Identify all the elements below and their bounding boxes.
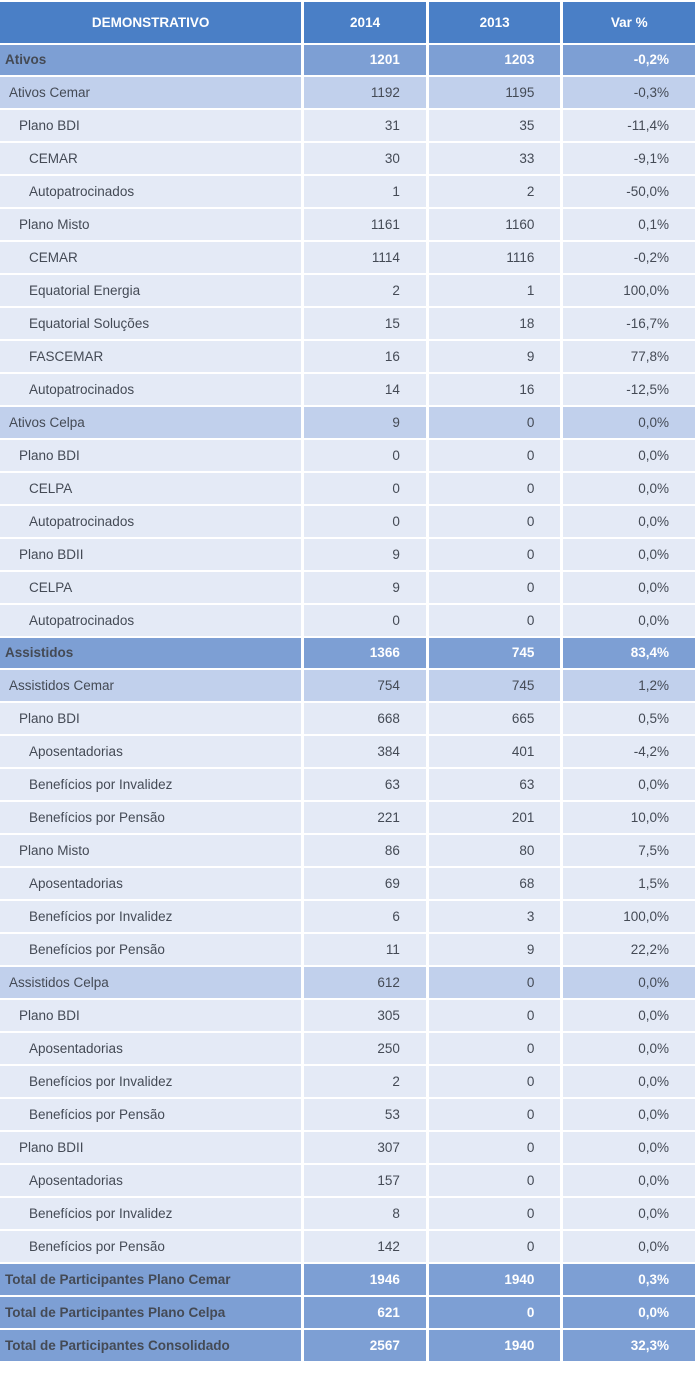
value-2014: 612 <box>304 967 426 998</box>
value-2014: 621 <box>304 1297 426 1328</box>
value-var: 0,0% <box>563 407 695 438</box>
value-var: 1,5% <box>563 868 695 899</box>
row-label: Assistidos Cemar <box>0 670 301 701</box>
value-2013: 68 <box>429 868 561 899</box>
value-2014: 1201 <box>304 45 426 75</box>
value-2013: 3 <box>429 901 561 932</box>
value-var: 0,0% <box>563 440 695 471</box>
table-row <box>0 1099 695 1130</box>
value-2014: 305 <box>304 1000 426 1031</box>
value-2013: 1940 <box>429 1330 561 1361</box>
value-var: -12,5% <box>563 374 695 405</box>
value-2014: 11 <box>304 934 426 965</box>
row-label: Autopatrocinados <box>0 506 301 537</box>
value-2013: 1 <box>429 275 561 306</box>
value-2013: 35 <box>429 110 561 141</box>
header-2013: 2013 <box>429 2 561 43</box>
value-2014: 307 <box>304 1132 426 1163</box>
value-var: 0,0% <box>563 1099 695 1130</box>
value-2014: 53 <box>304 1099 426 1130</box>
value-var: 1,2% <box>563 670 695 701</box>
value-var: 0,0% <box>563 1165 695 1196</box>
row-label: Aposentadorias <box>0 1033 301 1064</box>
value-2014: 1114 <box>304 242 426 273</box>
value-var: -50,0% <box>563 176 695 207</box>
row-label: Total de Participantes Plano Cemar <box>0 1264 301 1295</box>
table-row <box>0 440 695 471</box>
value-var: 100,0% <box>563 901 695 932</box>
table-row <box>0 572 695 603</box>
value-2014: 15 <box>304 308 426 339</box>
table-row <box>0 769 695 800</box>
table-row <box>0 835 695 866</box>
value-var: 0,0% <box>563 605 695 636</box>
value-var: 83,4% <box>563 638 695 668</box>
value-var: -0,3% <box>563 77 695 108</box>
row-label: Assistidos <box>0 638 301 668</box>
value-2013: 1160 <box>429 209 561 240</box>
value-2014: 30 <box>304 143 426 174</box>
row-label: Assistidos Celpa <box>0 967 301 998</box>
row-label: Benefícios por Invalidez <box>0 1066 301 1097</box>
table-row <box>0 374 695 405</box>
table-row <box>0 1264 695 1295</box>
value-var: 0,5% <box>563 703 695 734</box>
value-2013: 0 <box>429 1198 561 1229</box>
row-label: Plano Misto <box>0 835 301 866</box>
row-label: Aposentadorias <box>0 1165 301 1196</box>
value-2014: 157 <box>304 1165 426 1196</box>
value-2014: 16 <box>304 341 426 372</box>
value-var: -0,2% <box>563 242 695 273</box>
table-row <box>0 670 695 701</box>
value-2013: 9 <box>429 341 561 372</box>
value-var: 0,0% <box>563 1066 695 1097</box>
value-var: 0,0% <box>563 539 695 570</box>
value-2013: 201 <box>429 802 561 833</box>
value-var: 32,3% <box>563 1330 695 1361</box>
value-2013: 63 <box>429 769 561 800</box>
row-label: Total de Participantes Consolidado <box>0 1330 301 1361</box>
value-2013: 0 <box>429 1066 561 1097</box>
value-2014: 86 <box>304 835 426 866</box>
value-2013: 0 <box>429 440 561 471</box>
row-label: CELPA <box>0 572 301 603</box>
value-2014: 2 <box>304 275 426 306</box>
row-label: Benefícios por Pensão <box>0 1231 301 1262</box>
table-row <box>0 1231 695 1262</box>
value-2014: 142 <box>304 1231 426 1262</box>
value-2014: 69 <box>304 868 426 899</box>
value-var: 100,0% <box>563 275 695 306</box>
value-2014: 1 <box>304 176 426 207</box>
table-row <box>0 1066 695 1097</box>
row-label: Aposentadorias <box>0 868 301 899</box>
table-row <box>0 242 695 273</box>
table-row <box>0 77 695 108</box>
value-2014: 384 <box>304 736 426 767</box>
table-row <box>0 275 695 306</box>
table-row <box>0 539 695 570</box>
row-label: Plano BDII <box>0 1132 301 1163</box>
row-label: Benefícios por Invalidez <box>0 1198 301 1229</box>
row-label: Benefícios por Pensão <box>0 934 301 965</box>
table-row <box>0 1000 695 1031</box>
value-var: 0,0% <box>563 1198 695 1229</box>
value-2013: 0 <box>429 1000 561 1031</box>
value-2013: 0 <box>429 1297 561 1328</box>
value-var: -9,1% <box>563 143 695 174</box>
value-2014: 6 <box>304 901 426 932</box>
value-2014: 63 <box>304 769 426 800</box>
table-row <box>0 901 695 932</box>
row-label: Aposentadorias <box>0 736 301 767</box>
value-var: 0,0% <box>563 473 695 504</box>
row-label: Ativos <box>0 45 301 75</box>
table-row <box>0 1198 695 1229</box>
value-2014: 8 <box>304 1198 426 1229</box>
table-row <box>0 1033 695 1064</box>
value-2014: 668 <box>304 703 426 734</box>
value-2013: 0 <box>429 473 561 504</box>
table-row <box>0 1165 695 1196</box>
value-var: 0,3% <box>563 1264 695 1295</box>
table-row <box>0 407 695 438</box>
row-label: Benefícios por Invalidez <box>0 901 301 932</box>
table-row <box>0 1330 695 1361</box>
table-row <box>0 473 695 504</box>
value-2013: 1195 <box>429 77 561 108</box>
table-row <box>0 868 695 899</box>
value-var: 7,5% <box>563 835 695 866</box>
table-row <box>0 802 695 833</box>
row-label: Autopatrocinados <box>0 374 301 405</box>
table-row <box>0 1132 695 1163</box>
table-row <box>0 45 695 75</box>
value-2013: 0 <box>429 506 561 537</box>
value-var: -11,4% <box>563 110 695 141</box>
value-2014: 221 <box>304 802 426 833</box>
value-var: 0,0% <box>563 967 695 998</box>
row-label: Benefícios por Pensão <box>0 802 301 833</box>
value-2014: 0 <box>304 605 426 636</box>
value-var: -4,2% <box>563 736 695 767</box>
value-2013: 80 <box>429 835 561 866</box>
value-var: 0,0% <box>563 769 695 800</box>
value-2013: 0 <box>429 1033 561 1064</box>
value-2013: 18 <box>429 308 561 339</box>
table-row <box>0 967 695 998</box>
value-2013: 0 <box>429 605 561 636</box>
value-2013: 0 <box>429 539 561 570</box>
value-2013: 0 <box>429 1099 561 1130</box>
value-var: 0,0% <box>563 1132 695 1163</box>
row-label: Benefícios por Invalidez <box>0 769 301 800</box>
value-var: 0,0% <box>563 1297 695 1328</box>
value-var: 22,2% <box>563 934 695 965</box>
value-2014: 14 <box>304 374 426 405</box>
table-body <box>0 45 695 1361</box>
row-label: Plano BDI <box>0 110 301 141</box>
table-row <box>0 934 695 965</box>
value-var: 0,0% <box>563 1033 695 1064</box>
value-2013: 16 <box>429 374 561 405</box>
row-label: Total de Participantes Plano Celpa <box>0 1297 301 1328</box>
row-label: Autopatrocinados <box>0 605 301 636</box>
value-2013: 9 <box>429 934 561 965</box>
row-label: Ativos Celpa <box>0 407 301 438</box>
value-var: 10,0% <box>563 802 695 833</box>
table-row <box>0 110 695 141</box>
row-label: Plano BDI <box>0 440 301 471</box>
row-label: CEMAR <box>0 143 301 174</box>
table-row <box>0 143 695 174</box>
value-var: 0,1% <box>563 209 695 240</box>
value-2014: 9 <box>304 572 426 603</box>
value-2014: 0 <box>304 506 426 537</box>
value-2013: 2 <box>429 176 561 207</box>
value-2013: 0 <box>429 1165 561 1196</box>
value-var: -16,7% <box>563 308 695 339</box>
row-label: Ativos Cemar <box>0 77 301 108</box>
table-row <box>0 736 695 767</box>
value-2014: 754 <box>304 670 426 701</box>
value-2013: 745 <box>429 670 561 701</box>
value-var: 0,0% <box>563 572 695 603</box>
header-var: Var % <box>563 2 695 43</box>
value-2013: 0 <box>429 1132 561 1163</box>
value-var: -0,2% <box>563 45 695 75</box>
value-2014: 0 <box>304 473 426 504</box>
value-2014: 0 <box>304 440 426 471</box>
value-2014: 1161 <box>304 209 426 240</box>
value-2014: 2567 <box>304 1330 426 1361</box>
value-var: 0,0% <box>563 1000 695 1031</box>
value-2014: 9 <box>304 407 426 438</box>
header-demonstrativo: DEMONSTRATIVO <box>0 2 301 43</box>
value-2013: 0 <box>429 407 561 438</box>
value-2014: 250 <box>304 1033 426 1064</box>
value-2013: 665 <box>429 703 561 734</box>
value-2013: 0 <box>429 572 561 603</box>
table-row <box>0 209 695 240</box>
row-label: CELPA <box>0 473 301 504</box>
value-2014: 2 <box>304 1066 426 1097</box>
table-row <box>0 176 695 207</box>
row-label: Plano BDI <box>0 703 301 734</box>
value-var: 0,0% <box>563 506 695 537</box>
row-label: Equatorial Soluções <box>0 308 301 339</box>
row-label: Equatorial Energia <box>0 275 301 306</box>
value-2013: 1940 <box>429 1264 561 1295</box>
value-2013: 33 <box>429 143 561 174</box>
row-label: Plano Misto <box>0 209 301 240</box>
table-header-row <box>0 2 695 43</box>
value-2013: 0 <box>429 1231 561 1262</box>
value-2013: 0 <box>429 967 561 998</box>
row-label: Plano BDII <box>0 539 301 570</box>
value-var: 0,0% <box>563 1231 695 1262</box>
value-2014: 1192 <box>304 77 426 108</box>
value-2014: 1366 <box>304 638 426 668</box>
table-row <box>0 703 695 734</box>
value-2013: 1203 <box>429 45 561 75</box>
value-2014: 31 <box>304 110 426 141</box>
header-2014: 2014 <box>304 2 426 43</box>
table-row <box>0 308 695 339</box>
value-2013: 1116 <box>429 242 561 273</box>
table-row <box>0 605 695 636</box>
value-2013: 401 <box>429 736 561 767</box>
row-label: Plano BDI <box>0 1000 301 1031</box>
row-label: Benefícios por Pensão <box>0 1099 301 1130</box>
row-label: CEMAR <box>0 242 301 273</box>
table-row <box>0 638 695 668</box>
row-label: Autopatrocinados <box>0 176 301 207</box>
value-2014: 1946 <box>304 1264 426 1295</box>
table-row <box>0 506 695 537</box>
value-var: 77,8% <box>563 341 695 372</box>
table-row <box>0 341 695 372</box>
value-2014: 9 <box>304 539 426 570</box>
table-row <box>0 1297 695 1328</box>
value-2013: 745 <box>429 638 561 668</box>
row-label: FASCEMAR <box>0 341 301 372</box>
